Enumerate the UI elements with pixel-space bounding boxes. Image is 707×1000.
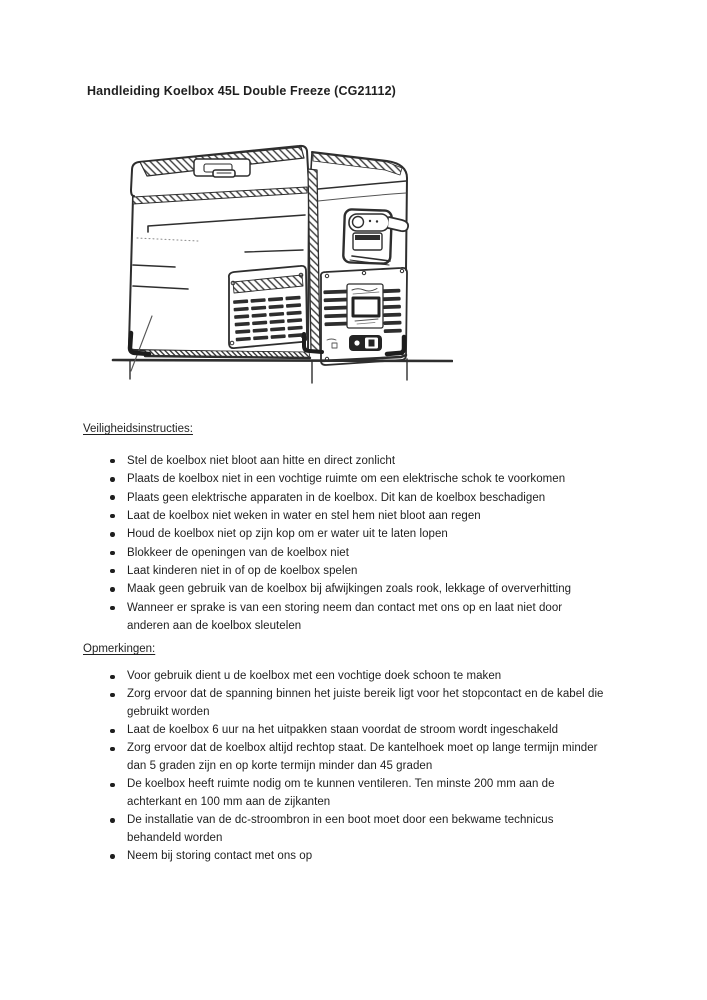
list-item [83, 544, 663, 562]
lid [131, 146, 309, 204]
power-switch [349, 335, 382, 351]
brand-mark [327, 339, 337, 348]
list-item-line: De installatie van de dc-stroombron in een boot moet door een bekwame technicus [127, 813, 554, 826]
list-item-line: Laat de koelbox niet weken in water en stel hem niet bloot aan regen [127, 510, 481, 523]
panel-vents-right [382, 289, 402, 333]
list-item-line: Neem bij storing contact met ons op [127, 849, 313, 862]
list-item-line: Maak geen gebruik van de koelbox bij afwijkingen zoals rook, lekkage of oververhitting [127, 583, 572, 596]
lid-latch [194, 159, 250, 177]
list-item [83, 489, 663, 507]
koelbox-figure [103, 137, 453, 389]
list-item [83, 740, 663, 776]
list-item-line: anderen aan de koelbox sleutelen [127, 620, 302, 633]
list-item-line: dan 5 graden zijn en op korte termijn minder dan 45 graden [127, 759, 433, 772]
page-title: Handleiding Koelbox 45L Double Freeze (CG21112) [87, 84, 396, 98]
list-item [83, 580, 663, 598]
ground-line [113, 359, 452, 383]
list-item [83, 812, 663, 848]
section-heading-veiligheidsinstructies: Veiligheidsinstructies: [83, 423, 193, 435]
box-right-end [310, 152, 407, 270]
control-panel [321, 268, 407, 365]
list-item-line: Laat de koelbox 6 uur na het uitpakken staan voordat de stroom wordt ingeschakeld [127, 723, 559, 736]
list-item-line: Zorg ervoor dat de spanning binnen het juiste bereik ligt voor het stopcontact en de kabel die [127, 687, 604, 700]
list-item [83, 722, 663, 740]
list-item [83, 452, 663, 470]
list-item [83, 507, 663, 525]
list-item [83, 599, 663, 636]
corner-trim [308, 169, 320, 352]
list-item-line: De koelbox heeft ruimte nodig om te kunnen ventileren. Ten minste 200 mm aan de [127, 777, 555, 790]
list-item-line: Plaats geen elektrische apparaten in de koelbox. Dit kan de koelbox beschadigen [127, 491, 546, 504]
list-item [83, 848, 663, 866]
list-item-line: behandeld worden [127, 831, 223, 844]
list-item-line: Wanneer er sprake is van een storing neem dan contact met ons op en laat niet door [127, 601, 563, 614]
panel-vents-left [323, 290, 349, 327]
control-display [347, 284, 383, 328]
list-item-line: Zorg ervoor dat de koelbox altijd rechtop staat. De kantelhoek moet op lange termijn minder [127, 741, 598, 754]
list-item [83, 668, 663, 686]
list-item-line: Blokkeer de openingen van de koelbox niet [127, 546, 349, 559]
list-item [83, 525, 663, 543]
list-item [83, 470, 663, 488]
list-item-line: gebruikt worden [127, 705, 210, 718]
list-item-line: achterkant en 100 mm aan de zijkanten [127, 795, 331, 808]
carry-handle [343, 209, 408, 265]
remarks-list [83, 668, 663, 865]
list-item [83, 562, 663, 580]
list-item-line: Laat kinderen niet in of op de koelbox spelen [127, 565, 358, 578]
list-item-line: Stel de koelbox niet bloot aan hitte en direct zonlicht [127, 455, 396, 467]
safety-instructions-list [83, 452, 663, 635]
list-item-line: Houd de koelbox niet op zijn kop om er water uit te laten lopen [127, 528, 448, 541]
section-heading-opmerkingen: Opmerkingen: [83, 643, 156, 655]
list-item [83, 776, 663, 812]
list-item-line: Voor gebruik dient u de koelbox met een vochtige doek schoon te maken [127, 670, 502, 682]
ventilation-grille [229, 266, 307, 348]
list-item [83, 686, 663, 722]
list-item-line: Plaats de koelbox niet in een vochtige ruimte om een elektrische schok te voorkomen [127, 473, 566, 486]
